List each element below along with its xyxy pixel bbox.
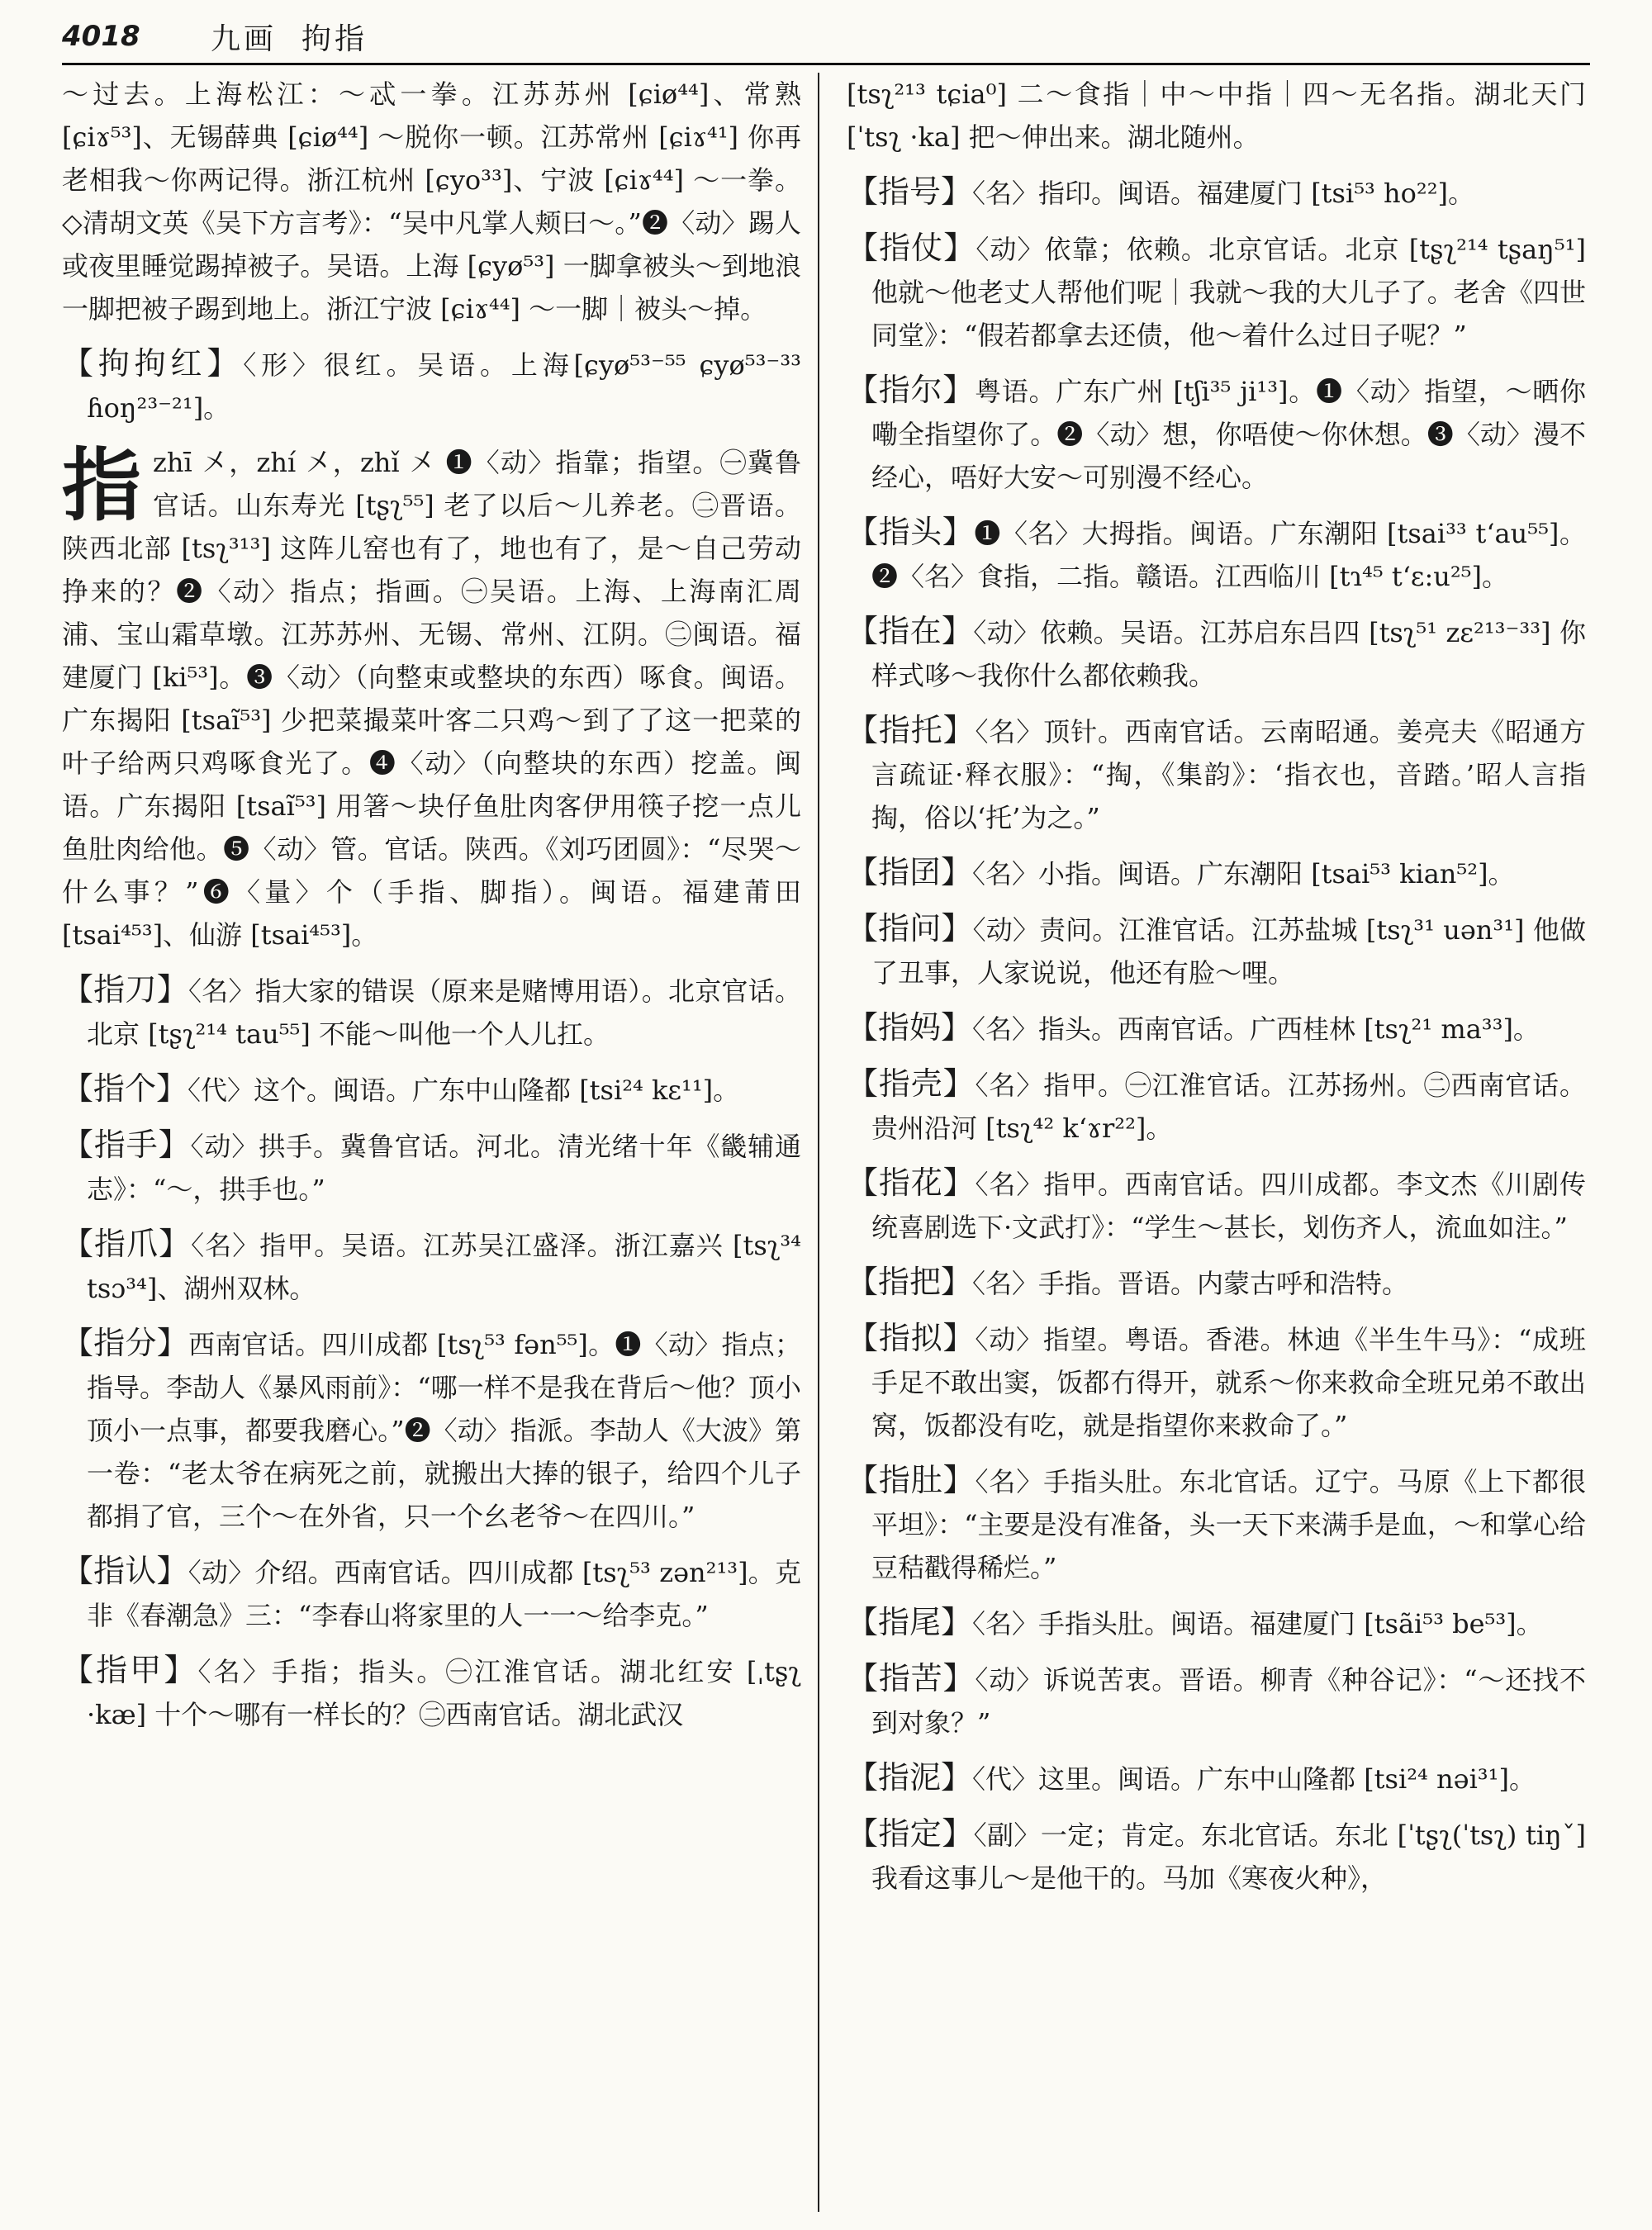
entry	[62, 342, 801, 429]
right-entry-list	[847, 170, 1586, 1900]
entry-headword: 【指刀】	[62, 971, 189, 1008]
entry-body: 〈动〉拱手。冀鲁官话。河北。清光绪十年《畿辅通志》：“～，拱手也。”	[87, 1131, 801, 1205]
entry	[847, 1601, 1586, 1645]
entry	[847, 1657, 1586, 1744]
entry-headword: 【指托】	[847, 712, 976, 748]
entry-body: 〈代〉这个。闽语。广东中山隆都 [tsi²⁴ kɛ¹¹]。	[188, 1075, 740, 1106]
entry-headword: 【指分】	[62, 1325, 189, 1361]
entry-headword: 【指妈】	[847, 1009, 973, 1046]
entry-headword: 【指拟】	[847, 1320, 976, 1356]
header-rule	[62, 63, 1590, 65]
entry-headword: 【指头】	[847, 514, 975, 550]
entry-body: 〈名〉小指。闽语。广东潮阳 [tsai⁵³ kian⁵²]。	[972, 858, 1515, 890]
entry-body: 粤语。广东广州 [tʃi³⁵ ji¹³]。❶〈动〉指望，～晒你嘞全指望你了。❷〈动〉想，你唔使～你休想。❸〈动〉漫不经心，唔好大安～可别漫不经心。	[871, 376, 1586, 493]
entry-headword: 【指尔】	[847, 372, 976, 408]
entry-headword: 【指苦】	[847, 1660, 976, 1696]
column-divider	[818, 73, 819, 2212]
entry	[847, 709, 1586, 839]
entry-headword: 【指壳】	[847, 1065, 976, 1102]
entry-body: 〈名〉指甲。吴语。江苏吴江盛泽。浙江嘉兴 [tsʅ³⁴ tsɔ³⁴]、湖州双林。	[87, 1230, 801, 1304]
entry	[847, 510, 1586, 598]
entry	[62, 1649, 801, 1736]
entry	[62, 1123, 801, 1211]
right-column	[847, 73, 1586, 2208]
entry-headword: 【指泥】	[847, 1759, 973, 1796]
continued-entry: [tsʅ²¹³ tɕia⁰] 二～食指｜中～中指｜四～无名指。湖北天门 [ˈtsʅ ·ka] 把～伸出来。湖北随州。	[847, 78, 1586, 153]
entry-headword: 【指爪】	[62, 1226, 192, 1262]
entry-headword: 【指在】	[847, 613, 974, 649]
entry	[62, 1067, 801, 1112]
entry-headword: 【指肚】	[847, 1462, 976, 1498]
entry-body: 〈名〉手指头肚。闽语。福建厦门 [tsãi⁵³ be⁵³]。	[972, 1608, 1543, 1639]
entry-body: 〈名〉指大家的错误（原来是赌博用语）。北京官话。北京 [tʂʅ²¹⁴ tau⁵⁵] 不能～叫他一个人儿扛。	[87, 975, 801, 1050]
entry-headword: 【指手】	[62, 1127, 191, 1163]
entry	[847, 1006, 1586, 1051]
entry	[847, 170, 1586, 215]
entry-headword: 【指号】	[847, 173, 973, 210]
left-column	[62, 73, 801, 2208]
entry-body: 〈动〉指望。粤语。香港。林迪《半生牛马》：“成班手足不敢出窦，饭都冇得开，就系～你来救命全班兄弟不敢出窝，饭都没有吃，就是指望你来救命了。”	[871, 1324, 1586, 1441]
entry-headword: 【指个】	[62, 1070, 188, 1107]
left-entry-list	[62, 968, 801, 1736]
entry-body: ❶〈名〉大拇指。闽语。广东潮阳 [tsai³³ tʻau⁵⁵]。❷〈名〉食指，二指。赣语。江西临川 [tɿ⁴⁵ tʻɛ:u²⁵]。	[871, 518, 1586, 592]
entry	[847, 1260, 1586, 1305]
entry-body: 〈名〉指印。闽语。福建厦门 [tsi⁵³ ho²²]。	[972, 178, 1475, 209]
entry-body: 〈动〉依赖。吴语。江苏启东吕四 [tsʅ⁵¹ zɛ²¹³⁻³³] 你样式哆～我你什么都依赖我。	[871, 617, 1586, 691]
entry-headword: 【指囝】	[847, 854, 973, 890]
continued-entry: ～过去。上海松江：～忒一拳。江苏苏州 [ɕiø⁴⁴]、常熟 [ɕiɤ⁵³]、无锡薛典 [ɕiø⁴⁴] ～脱你一顿。江苏常州 [ɕiɤ⁴¹] 你再老相我～你两记得。浙江杭州 [ɕyo³³]、宁波 [ɕiɤ⁴⁴] ～一拳。◇清胡文英《吴下方言考》：“吴中凡掌人颊曰～。”❷〈动〉踢人或夜里睡觉踢掉被子。吴语。上海 [ɕyø⁵³] 一脚拿被头～到地浪一脚把被子踢到地上。浙江宁波 [ɕiɤ⁴⁴] ～一脚｜被头～掉。	[62, 78, 801, 325]
entry-headword: 【指把】	[847, 1264, 973, 1300]
entry-body: 〈动〉依靠；依赖。北京官话。北京 [tʂʅ²¹⁴ tʂaŋ⁵¹] 他就～他老丈人帮他们呢｜我就～我的大儿子了。老舍《四世同堂》：“假若都拿去还债，他～着什么过日子呢？”	[871, 234, 1586, 351]
entry-body: 西南官话。四川成都 [tsʅ⁵³ fən⁵⁵]。❶〈动〉指点；指导。李劼人《暴风雨前》：“哪一样不是我在背后～他？顶小顶小一点事，都要我磨心。”❷〈动〉指派。李劼人《大波》第一卷：“老太爷在病死之前，就搬出大捧的银子，给四个儿子都捐了官，三个～在外省，只一个幺老爷～在四川。”	[87, 1329, 801, 1532]
entry-body: 〈名〉顶针。西南官话。云南昭通。姜亮夫《昭通方言疏证·释衣服》：“掏，《集韵》：‘指衣也，音踏。’昭人言指掏，俗以‘托’为之。”	[871, 716, 1586, 833]
main-entry	[62, 441, 801, 956]
entry-body: 〈名〉手指头肚。东北官话。辽宁。马原《上下都很平坦》：“主要是没有准备，头一天下来满手是血，～和掌心给豆秸戳得稀烂。”	[871, 1466, 1586, 1583]
entry	[847, 907, 1586, 994]
entry-body: 〈名〉手指。晋语。内蒙古呼和浩特。	[972, 1268, 1409, 1299]
page-number: 4018	[62, 20, 140, 53]
entry-body: 〈副〉一定；肯定。东北官话。东北 [ˈtʂʅ(ˈtsʅ) tiŋˇ] 我看这事儿～是他干的。马加《寒夜火种》，	[871, 1820, 1586, 1894]
entry	[847, 1317, 1586, 1447]
entry-body: 〈名〉手指；指头。㊀江淮官话。湖北红安 [ˌtʂʅ ·kæ] 十个～哪有一样长的？㊁西南官话。湖北武汉	[87, 1656, 801, 1730]
entry-headword: 【指定】	[847, 1815, 974, 1852]
entry-body: 〈名〉指头。西南官话。广西桂林 [tsʅ²¹ ma³³]。	[972, 1013, 1540, 1045]
entry-headword: 【指仗】	[847, 230, 976, 266]
entry	[847, 610, 1586, 697]
entry-body: 〈动〉责问。江淮官话。江苏盐城 [tsʅ³¹ uən³¹] 他做了丑事，人家说说，他还有脸～哩。	[871, 914, 1586, 989]
entry	[847, 226, 1586, 357]
entry	[847, 368, 1586, 499]
entry	[62, 968, 801, 1056]
entry-body: 〈代〉这里。闽语。广东中山隆都 [tsi²⁴ nəi³¹]。	[972, 1763, 1536, 1795]
entry	[847, 1459, 1586, 1589]
entry	[62, 1222, 801, 1310]
entry	[847, 1812, 1586, 1900]
main-entry-body: zhī 㐅，zhí 㐅，zhǐ 㐅 ❶〈动〉指靠；指望。㊀冀鲁官话。山东寿光 [tʂʅ⁵⁵] 老了以后～儿养老。㊁晋语。陕西北部 [tsʅ³¹³] 这阵儿窑也有了，地也有了，是～自己劳动挣来的？❷〈动〉指点；指画。㊀吴语。上海、上海南汇周浦、宝山霜草墩。江苏苏州、无锡、常州、江阴。㊁闽语。福建厦门 [ki⁵³]。❸〈动〉（向整束或整块的东西）啄食。闽语。广东揭阳 [tsaĩ⁵³] 少把菜撮菜叶客二只鸡～到了了这一把菜的叶子给两只鸡啄食光了。❹〈动〉（向整块的东西）挖盖。闽语。广东揭阳 [tsaĩ⁵³] 用箸～块仔鱼肚肉客伊用筷子挖一点儿鱼肚肉给他。❺〈动〉管。官话。陕西。《刘巧团圆》：“尽哭～什么事？”❻〈量〉个（手指、脚指）。闽语。福建莆田 [tsai⁴⁵³]、仙游 [tsai⁴⁵³]。	[62, 447, 801, 951]
entry-headword: 【指甲】	[62, 1652, 198, 1688]
entry	[847, 1161, 1586, 1249]
section-label: 九画	[211, 21, 278, 56]
entry	[847, 851, 1586, 895]
entry-headword: 【指问】	[847, 910, 973, 947]
entry-headword: 【指认】	[62, 1553, 188, 1589]
entry-headword: 【指花】	[847, 1165, 976, 1201]
entry-headword: 【拘拘红】	[62, 345, 244, 382]
entry	[62, 1549, 801, 1637]
entry-body: 〈名〉指甲。西南官话。四川成都。李文杰《川剧传统喜剧选下·文武打》：“学生～甚长，划伤齐人，流血如注。”	[871, 1169, 1586, 1243]
entry	[847, 1756, 1586, 1801]
entry-body: 〈形〉很红。吴语。上海[ɕyø⁵³⁻⁵⁵ ɕyø⁵³⁻³³ ɦoŋ²³⁻²¹]。	[87, 349, 801, 424]
entry-body: 〈名〉指甲。㊀江淮官话。江苏扬州。㊁西南官话。贵州沿河 [tsʅ⁴² kʻɤr²²]。	[871, 1070, 1586, 1144]
page-header	[62, 15, 1590, 58]
entry-body: 〈动〉诉说苦衷。晋语。柳青《种谷记》：“～还找不到对象？”	[871, 1664, 1586, 1739]
entry-headword: 【指尾】	[847, 1604, 973, 1640]
entry-body: 〈动〉介绍。西南官话。四川成都 [tsʅ⁵³ zən²¹³]。克非《春潮急》三：“李春山将家里的人一一～给李克。”	[87, 1557, 801, 1631]
running-head: 拘指	[301, 21, 368, 56]
main-headword: 指	[62, 439, 141, 532]
entry	[62, 1321, 801, 1538]
entry	[847, 1062, 1586, 1150]
